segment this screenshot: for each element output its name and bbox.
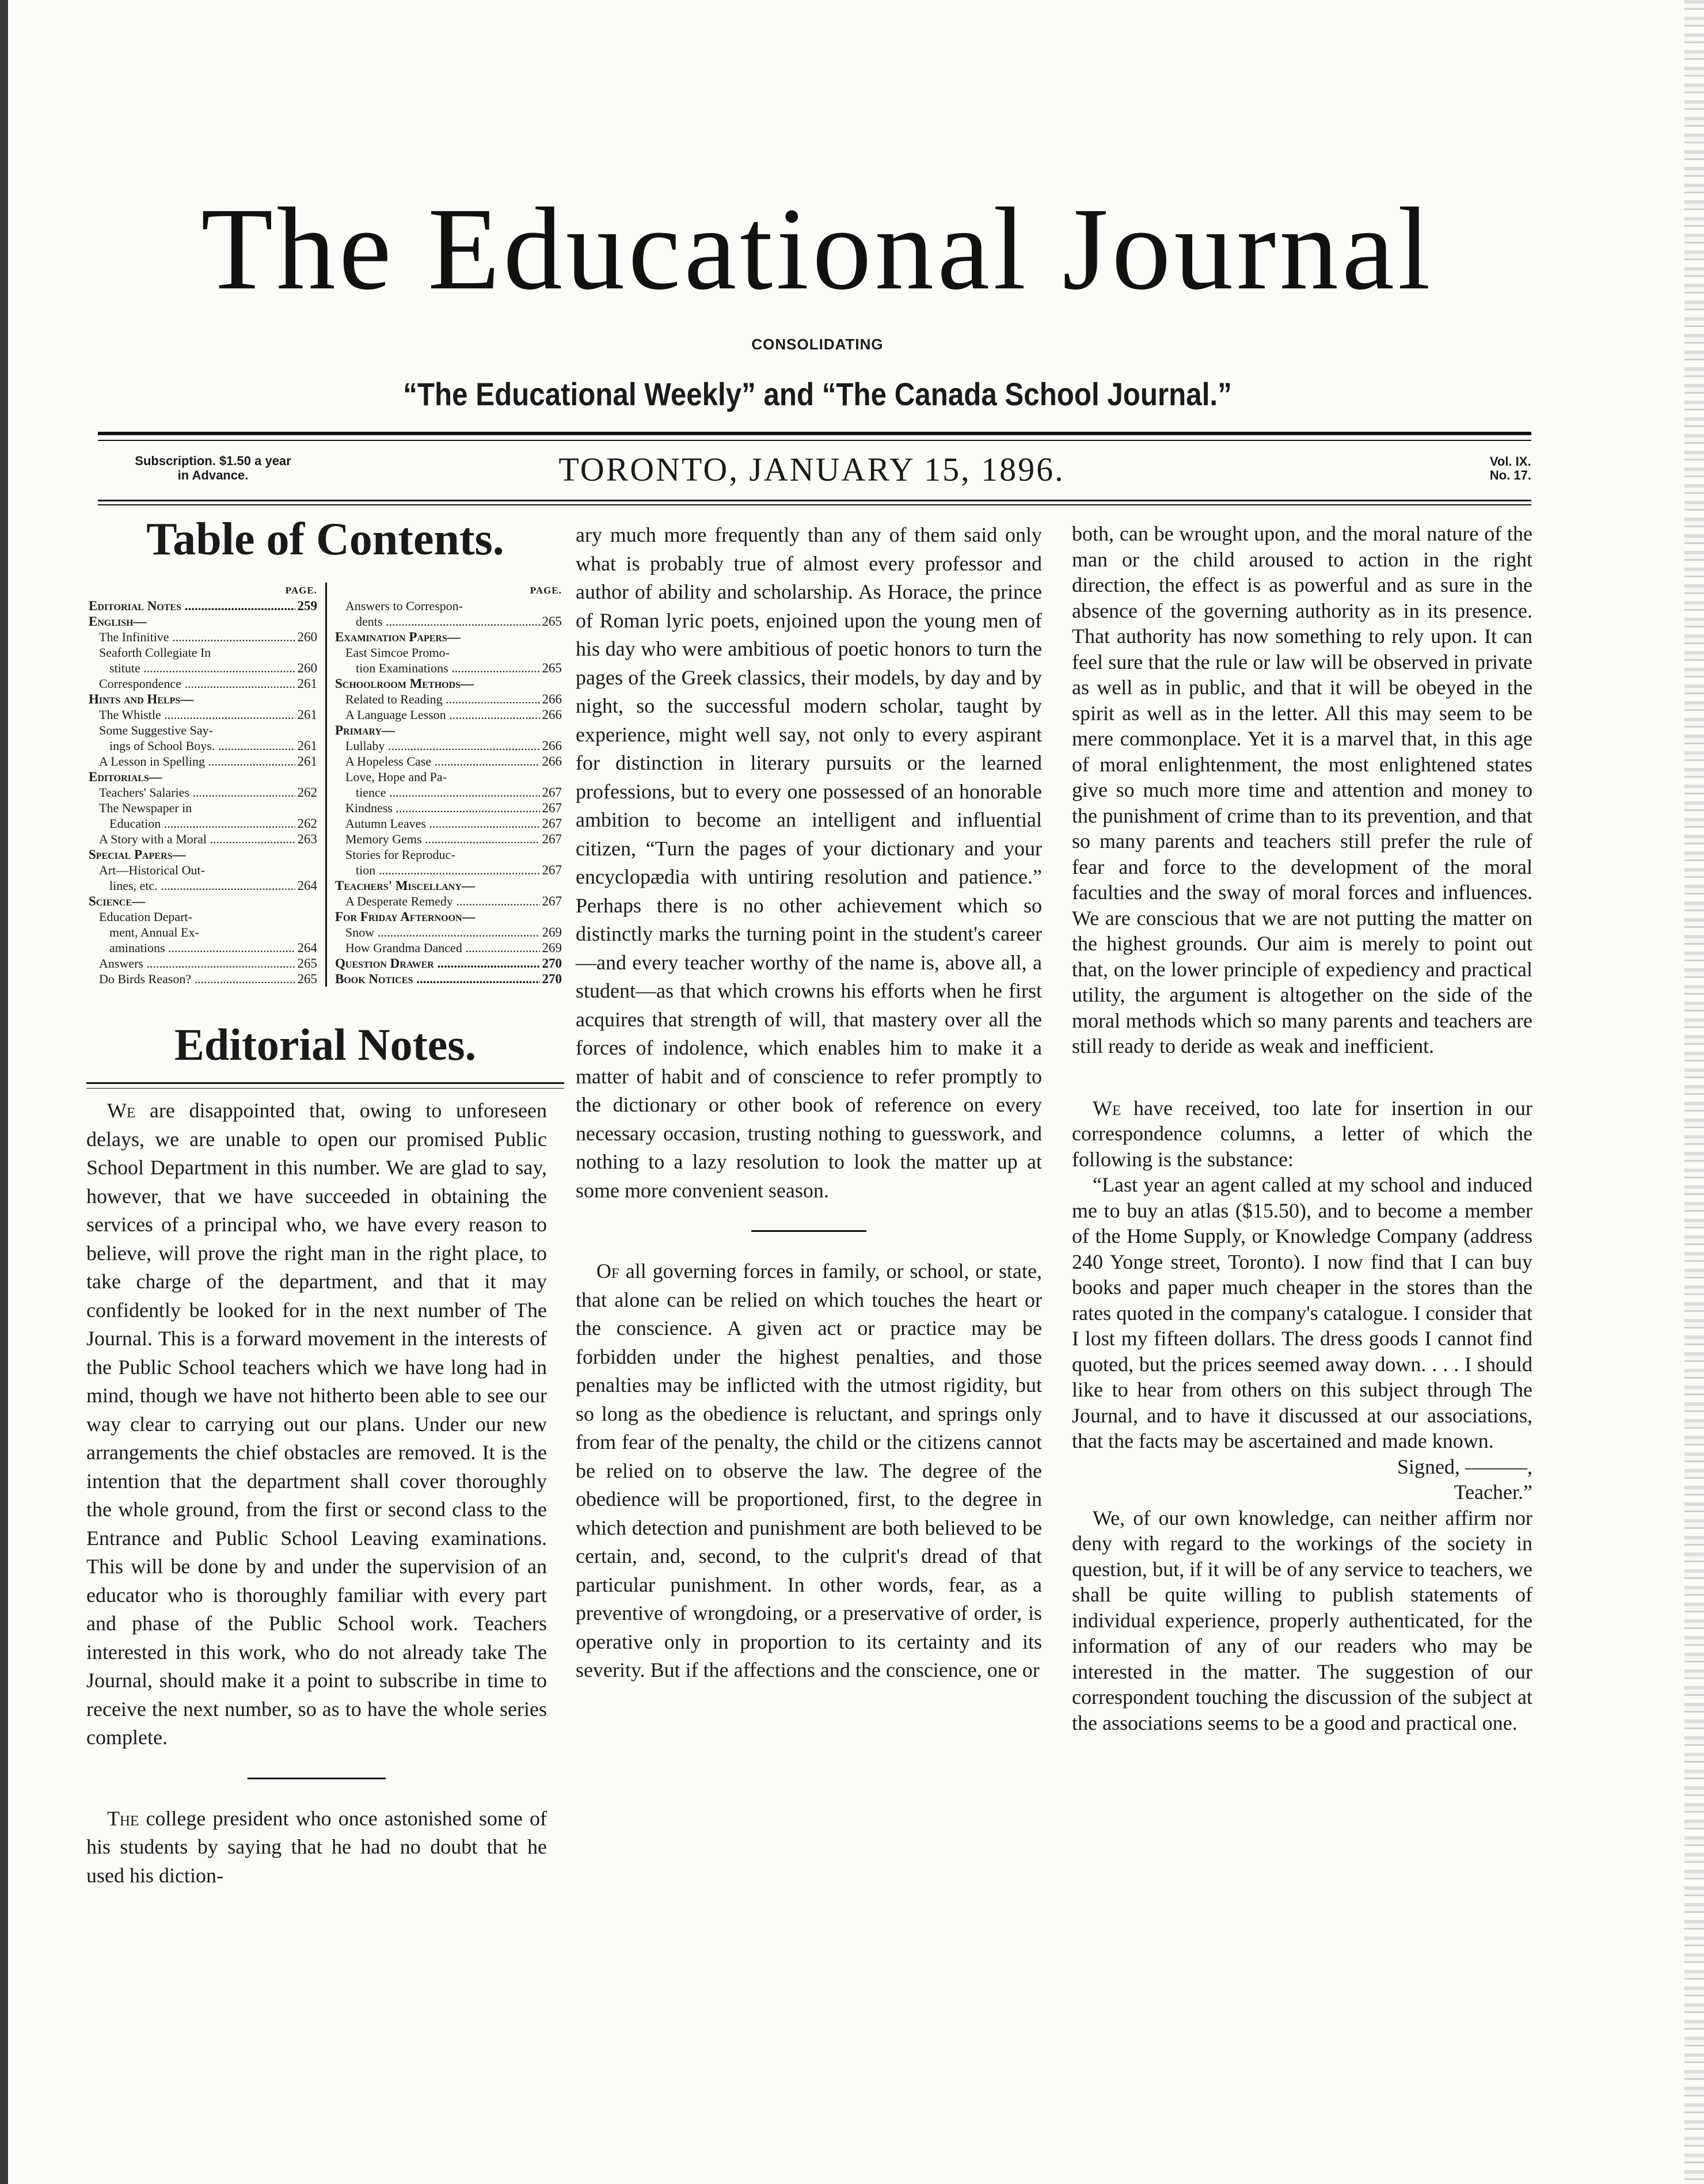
toc-entry-title: Teachers' Miscellany— bbox=[335, 878, 475, 893]
toc-entry-page: 261 bbox=[297, 754, 317, 768]
toc-entry-title: A Lesson in Spelling ..... bbox=[99, 754, 295, 769]
toc-entry-title: Question Drawer ..... bbox=[335, 956, 540, 971]
toc-entry bbox=[335, 691, 562, 707]
issue-number: No. 17. bbox=[1489, 468, 1531, 483]
toc-entry bbox=[89, 598, 317, 614]
toc-entry bbox=[335, 598, 562, 614]
toc-entry-page: 267 bbox=[542, 832, 562, 846]
table-of-contents bbox=[86, 513, 564, 1011]
toc-entry bbox=[89, 738, 317, 754]
subscription-line: Subscription. $1.50 a year bbox=[135, 454, 291, 468]
toc-entry bbox=[335, 614, 562, 629]
toc-entry-page: 265 bbox=[297, 956, 317, 971]
paragraph-editorial-response: We, of our own knowledge, can neither affirm nor deny with regard to the workings of the society in question, but, if it will be of any service to teachers, we shall be quite willing to publish statements of individual experience, properly authenticated, for the information of any of our readers who may be interested in the matter. The suggestion of our correspondent touching the discussion of the subject at the associations seems to be a good and practical one. bbox=[1072, 1506, 1532, 1734]
toc-entry-page: 261 bbox=[297, 739, 317, 753]
toc-entry-title: The Infinitive ..... bbox=[99, 629, 295, 645]
masthead-rule bbox=[98, 432, 1531, 435]
toc-entry-page: 267 bbox=[542, 801, 562, 815]
toc-entry-page: 267 bbox=[542, 816, 562, 831]
toc-entry-title: Answers to Correspon- bbox=[345, 599, 463, 613]
toc-entry-title: Examination Papers— bbox=[335, 630, 461, 644]
toc-entry-page: 259 bbox=[297, 599, 317, 613]
dateline-rule-thin bbox=[98, 504, 1531, 505]
lead-word: The bbox=[107, 1806, 139, 1830]
toc-entry bbox=[89, 629, 317, 645]
toc-entry bbox=[335, 800, 562, 816]
toc-entry-title: Memory Gems ..... bbox=[345, 831, 540, 847]
toc-entry bbox=[89, 816, 317, 831]
toc-entry-title: Editorials— bbox=[89, 770, 162, 784]
toc-entry-title: Seaforth Collegiate In bbox=[99, 645, 211, 660]
toc-entry-page: 261 bbox=[297, 707, 317, 722]
toc-entry-title: Hints and Helps— bbox=[89, 692, 194, 706]
toc-entry-title: A Story with a Moral ..... bbox=[99, 831, 295, 847]
toc-entry bbox=[89, 754, 317, 769]
volume-label: Vol. IX. bbox=[1489, 454, 1531, 469]
toc-entry-page: 263 bbox=[297, 832, 317, 846]
scan-edge-left bbox=[0, 0, 8, 2184]
toc-entry bbox=[89, 645, 317, 660]
dateline-rule bbox=[98, 500, 1531, 501]
toc-entry bbox=[89, 660, 317, 676]
toc-entry-title: How Grandma Danced ..... bbox=[345, 940, 540, 956]
toc-entry bbox=[335, 660, 562, 676]
toc-entry bbox=[89, 956, 317, 971]
toc-entry-title: dents ..... bbox=[356, 614, 540, 629]
letter-signature: Teacher.” bbox=[1454, 1481, 1532, 1504]
toc-entry-page: 266 bbox=[542, 739, 562, 753]
toc-entry-title: Some Suggestive Say- bbox=[99, 723, 213, 737]
paragraph-dictionary-continued: ary much more frequently than any of them said only what is probably true of almost every professor and author of ability and scholarship. As Horace, the prince of Roman lyric poets, enjoined upon the young men of his day who were ambitious of poetic honors to turn the pages of the Greek classics, their models, by day and by night, so the successful modern scholar, taught by experience, might well say, not only to every aspirant for distinction in literary pursuits or the learned professions, but to every one possessed of an honorable ambition to become an intelligent and influential citizen, “Turn the pages of your dictionary and your encyclopædia with untiring resolution and patience.” Perhaps there is no other achievement which so distinctly marks the turning point in the student's career—and every teacher worthy of the name is, above all, a student—as that which crowns his efforts when he first acquires that strength of will, that mastery over all the forces of indolence, which enables him to make it a matter of habit and of conscience to refer promptly to the dictionary or other book of reference on every necessary occasion, trusting nothing to guesswork, and nothing to a lazy resolution to look the matter up at some more convenient season. bbox=[576, 523, 1042, 1202]
toc-entry-page: 269 bbox=[542, 925, 562, 939]
toc-entry bbox=[89, 940, 317, 956]
toc-entry-title: Art—Historical Out- bbox=[99, 863, 205, 877]
column-two bbox=[576, 521, 1042, 1685]
toc-entry-page: 262 bbox=[297, 816, 317, 831]
lead-word: We bbox=[1093, 1096, 1121, 1120]
toc-entry-page: 266 bbox=[542, 707, 562, 722]
toc-entry-title: Science— bbox=[89, 894, 146, 908]
journal-subtitle: “The Educational Weekly” and “The Canada School Journal.” bbox=[403, 376, 1232, 412]
toc-entry-title: English— bbox=[89, 614, 147, 629]
toc-entry bbox=[335, 722, 562, 738]
toc-entry-page: 269 bbox=[542, 941, 562, 955]
toc-entry-title: Kindness ..... bbox=[345, 800, 540, 816]
masthead-rule-thin bbox=[98, 440, 1531, 441]
toc-entry-title: Stories for Reproduc- bbox=[345, 847, 455, 862]
toc-entry-title: stitute ..... bbox=[109, 660, 295, 676]
paragraph-governing-forces-continued: both, can be wrought upon, and the moral nature of the man or the child aroused to action in the right direction, the effect is as powerful and as sure in the absence of the governing authority as in its presence. That authority has now something to rely upon. It can feel sure that the rule or law will be observed in private as well as in public, and that it will be obeyed in the spirit as well as in the letter. All this may seem to be mere commonplace. Yet it is a marvel that, in this age of moral enlightenment, the most enlightened states give so much more time and attention and money to the punishment of crime than to its prevention, and that so many parents and teachers still prefer the rule of fear and force to the development of the moral faculties and the sway of moral forces and influences. We are conscious that we are not putting the matter on the highest grounds. Our aim is merely to point out that, on the lower principle of expediency and practical utility, the argument is altogether on the side of the moral methods which so many parents and teachers are still ready to deride as weak and inefficient. bbox=[1072, 522, 1532, 1057]
editorial-heading-rule bbox=[86, 1082, 564, 1084]
toc-entry bbox=[335, 785, 562, 800]
toc-entry bbox=[335, 956, 562, 971]
toc-entry bbox=[89, 862, 317, 878]
toc-entry bbox=[89, 614, 317, 629]
toc-entry-title: Related to Reading ..... bbox=[345, 691, 540, 707]
paragraph-governing-forces bbox=[576, 1257, 1042, 1685]
toc-entry-title: ment, Annual Ex- bbox=[109, 925, 199, 939]
paragraph-text: all governing forces in family, or school, or state, that alone can be relied on which touches the heart or the conscience. A given act or practice may be forbidden under the highest penalties, and those penalties may be inflicted with the utmost rigidity, but so long as the obedience is reluctant, and springs only from fear of the penalty, the child or the citizens cannot be relied on to observe the law. The degree of the obedience will be proportioned, first, to the degree in which detection and punishment are both believed to be certain, and, second, to the culprit's dread of that particular punishment. In other words, fear, as a preventive of wrongdoing, or a preservative of order, is operative only in proportion to its certainty and its severity. But if the affections and the conscience, one or bbox=[576, 1260, 1042, 1681]
toc-entry-title: Correspondence ..... bbox=[99, 676, 295, 691]
paragraph-text: college president who once astonished some of his students by saying that he had no doubt that he used his diction- bbox=[86, 1806, 547, 1887]
toc-entry bbox=[335, 940, 562, 956]
section-divider bbox=[248, 1778, 386, 1779]
toc-entry-title: Book Notices ..... bbox=[335, 971, 540, 987]
toc-entry bbox=[335, 738, 562, 754]
toc-entry-title: aminations ..... bbox=[109, 940, 295, 956]
toc-entry-page: 270 bbox=[542, 956, 562, 971]
toc-entry-page: 261 bbox=[297, 676, 317, 691]
toc-entry-title: tience ..... bbox=[356, 785, 540, 800]
toc-entry bbox=[335, 707, 562, 722]
toc-entry bbox=[335, 924, 562, 940]
toc-entry-title: tion ..... bbox=[356, 862, 540, 878]
toc-entry bbox=[89, 785, 317, 800]
toc-entry-title: The Whistle ..... bbox=[99, 707, 295, 722]
toc-entry bbox=[335, 645, 562, 660]
toc-entry-title: Special Papers— bbox=[89, 847, 186, 862]
toc-entry-page: 260 bbox=[297, 661, 317, 675]
toc-entry-title: Editorial Notes ..... bbox=[89, 598, 295, 614]
toc-entry bbox=[89, 722, 317, 738]
toc-column-left bbox=[86, 583, 325, 987]
toc-entry bbox=[89, 909, 317, 924]
toc-entry-page: 266 bbox=[542, 754, 562, 768]
toc-entry bbox=[89, 971, 317, 987]
toc-page-header: PAGE. bbox=[530, 585, 562, 596]
volume-number bbox=[1490, 455, 1531, 482]
dateline bbox=[86, 449, 1537, 495]
toc-entry bbox=[89, 769, 317, 785]
paragraph-public-school-dept bbox=[86, 1097, 547, 1752]
subscription-line: in Advance. bbox=[177, 468, 249, 483]
toc-entry-title: Do Birds Reason? ..... bbox=[99, 971, 295, 987]
issue-date: TORONTO, JANUARY 15, 1896. bbox=[558, 451, 1065, 488]
toc-entry-title: Snow ..... bbox=[345, 924, 540, 940]
toc-entry-title: Love, Hope and Pa- bbox=[345, 770, 447, 784]
toc-entry bbox=[89, 691, 317, 707]
toc-entry bbox=[335, 971, 562, 987]
toc-entry-title: lines, etc. ..... bbox=[109, 878, 295, 893]
quoted-letter: “Last year an agent called at my school and induced me to buy an atlas ($15.50), and to become a member of the Home Supply, or Knowledge Company (address 240 Yonge street, Toronto). I now find that I can buy books and paper much cheaper in the stores than the rates quoted in the company's catalogue. I consider that I lost my fifteen dollars. The dress goods I cannot find quoted, but the prices seemed away down. . . . I should like to hear from others on this subject through The Journal, and to have it discussed at our associations, that the facts may be ascertained and made known. bbox=[1072, 1173, 1532, 1452]
toc-entry-title: Autumn Leaves ..... bbox=[345, 816, 540, 831]
toc-entry-page: 267 bbox=[542, 863, 562, 877]
toc-entry-title: ings of School Boys. ..... bbox=[109, 738, 295, 754]
toc-entry-title: Lullaby ..... bbox=[345, 738, 540, 754]
column-three bbox=[1072, 521, 1532, 1736]
toc-entry bbox=[89, 676, 317, 691]
toc-entry bbox=[335, 847, 562, 862]
toc-entry-page: 262 bbox=[297, 785, 317, 800]
toc-entry-page: 264 bbox=[297, 941, 317, 955]
toc-entry-title: For Friday Afternoon— bbox=[335, 910, 476, 924]
toc-entry bbox=[335, 629, 562, 645]
toc-entry-page: 266 bbox=[542, 692, 562, 706]
toc-title: Table of Contents. bbox=[146, 514, 504, 565]
toc-columns bbox=[86, 583, 564, 987]
toc-entry bbox=[89, 707, 317, 722]
lead-word: Of bbox=[596, 1260, 619, 1283]
toc-entry bbox=[89, 800, 317, 816]
toc-entry bbox=[89, 831, 317, 847]
toc-entry-title: Schoolroom Methods— bbox=[335, 676, 474, 691]
toc-entry-title: A Language Lesson ..... bbox=[345, 707, 540, 722]
column-one bbox=[86, 1097, 547, 1890]
toc-entry bbox=[89, 847, 317, 862]
toc-entry-page: 267 bbox=[542, 894, 562, 908]
toc-entry bbox=[335, 909, 562, 924]
toc-column-right bbox=[325, 583, 564, 987]
toc-entry-title: The Newspaper in bbox=[99, 801, 192, 815]
toc-entry-title: A Desperate Remedy ..... bbox=[345, 893, 540, 909]
toc-entry-page: 267 bbox=[542, 785, 562, 800]
toc-entry-title: Education Depart- bbox=[99, 910, 192, 924]
toc-entry-page: 265 bbox=[297, 972, 317, 986]
toc-entry-title: Education ..... bbox=[109, 816, 295, 831]
lead-word: We bbox=[107, 1099, 136, 1122]
toc-entry bbox=[335, 816, 562, 831]
toc-entry bbox=[89, 924, 317, 940]
toc-entry bbox=[335, 893, 562, 909]
toc-entry bbox=[335, 754, 562, 769]
toc-entry-title: tion Examinations ..... bbox=[356, 660, 540, 676]
letter-signed: Signed, ———, bbox=[1397, 1455, 1532, 1478]
editorial-heading-rule-thin bbox=[86, 1088, 564, 1089]
toc-page-header: PAGE. bbox=[285, 585, 317, 596]
toc-entry-title: East Simcoe Promo- bbox=[345, 645, 450, 660]
scan-edge-right bbox=[1684, 0, 1704, 2184]
masthead bbox=[81, 184, 1554, 413]
toc-entry bbox=[335, 676, 562, 691]
toc-entry-title: Answers ..... bbox=[99, 956, 295, 971]
paragraph-dictionary bbox=[86, 1805, 547, 1890]
paragraph-text: are disappointed that, owing to unforeseen delays, we are unable to open our promised Public School Department in this number. We are glad to say, however, that we have succeeded in obtaining the services of a principal who, we have every reason to believe, will prove the right man in the right place, to take charge of the department, and that it may confidently be looked for in the next number of The Journal. This is a forward movement in the interests of the Public School teachers which we have long had in mind, though we have not hitherto been able to see our way clear to carrying out our plans. Under our new arrangements the chief obstacles are removed. It is the intention that the department shall cover thoroughly the whole ground, from the first or second class to the Entrance and Public School Leaving examinations. This will be done by and under the supervision of an educator who is thoroughly familiar with every part and phase of the Public School work. Teachers interested in this work, who do not already take The Journal, should make it a point to subscribe in time to receive the next number, so as to have the whole series complete. bbox=[86, 1099, 547, 1749]
toc-entry-page: 265 bbox=[542, 661, 562, 675]
toc-entry-title: Teachers' Salaries ..... bbox=[99, 785, 295, 800]
toc-entry-page: 260 bbox=[297, 630, 317, 644]
toc-entry bbox=[335, 862, 562, 878]
toc-entry bbox=[89, 893, 317, 909]
paragraph-letter-intro bbox=[1072, 1095, 1532, 1173]
toc-entry-page: 270 bbox=[542, 972, 562, 986]
toc-entry-page: 264 bbox=[297, 878, 317, 893]
toc-entry-title: Primary— bbox=[335, 723, 395, 737]
journal-title: The Educational Journal bbox=[201, 184, 1434, 314]
toc-entry-title: A Hopeless Case ..... bbox=[345, 754, 540, 769]
toc-entry bbox=[89, 878, 317, 893]
paragraph-text: have received, too late for insertion in our correspondence columns, a letter of which the following is the substance: bbox=[1072, 1096, 1532, 1171]
editorial-notes-heading: Editorial Notes. bbox=[174, 1019, 477, 1070]
consolidating-label: CONSOLIDATING bbox=[751, 336, 884, 353]
toc-entry bbox=[335, 878, 562, 893]
toc-entry-page: 265 bbox=[542, 614, 562, 629]
section-divider bbox=[751, 1230, 866, 1232]
toc-entry bbox=[335, 769, 562, 785]
toc-entry bbox=[335, 831, 562, 847]
